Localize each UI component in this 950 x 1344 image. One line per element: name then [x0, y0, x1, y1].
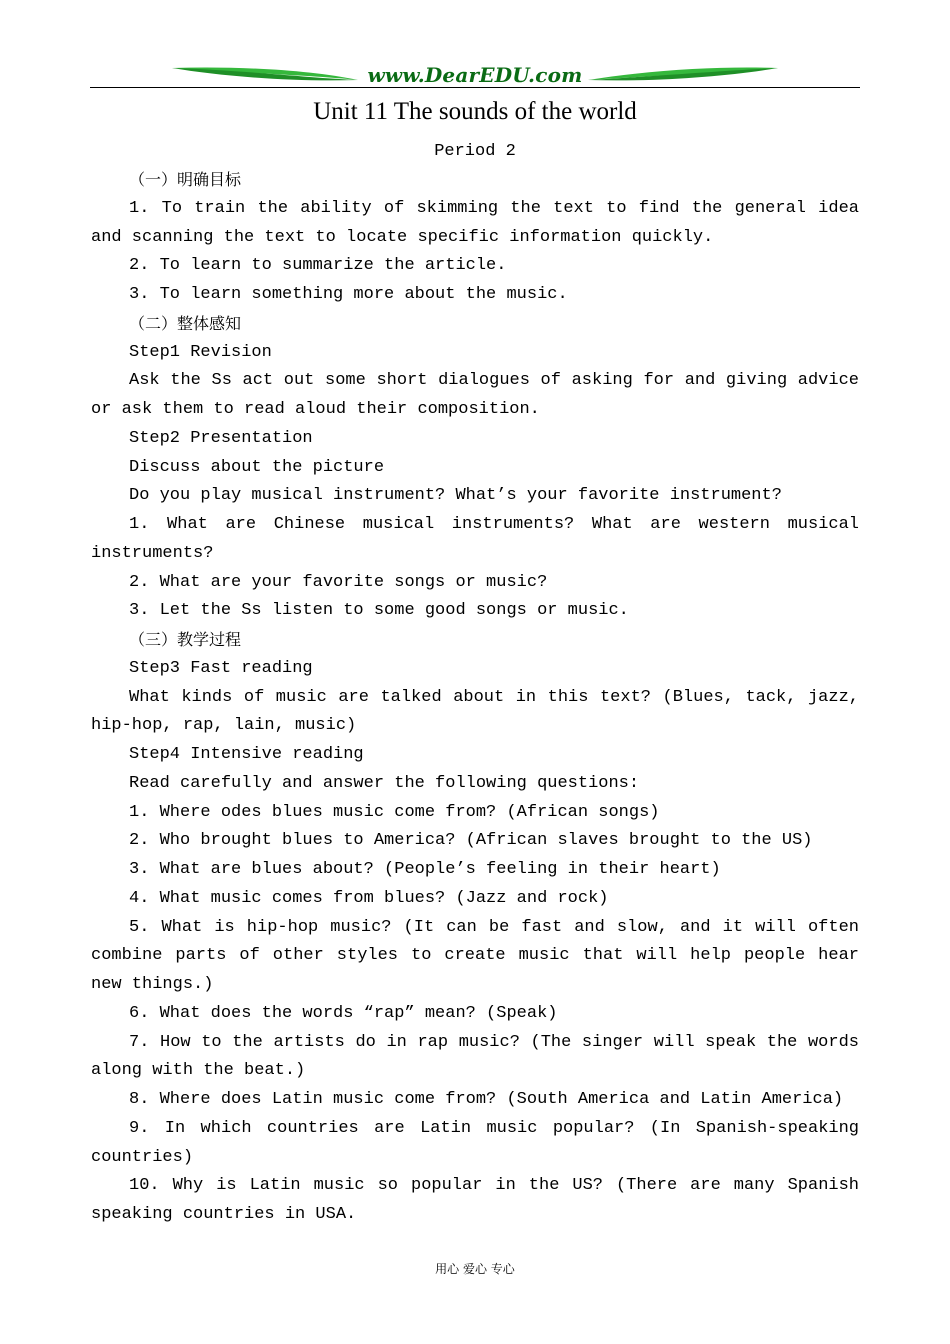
- paragraph: 5. What is hip-hop music? (It can be fast and slow, and it will often combine parts of other styles to create music that will help people hear new things.): [91, 917, 859, 994]
- paragraph: Step2 Presentation: [129, 428, 313, 448]
- paragraph: 10. Why is Latin music so popular in the US? (There are many Spanish speaking countries in USA.: [91, 1176, 859, 1224]
- section-heading: （三）教学过程: [129, 630, 242, 649]
- paragraph: Discuss about the picture: [129, 457, 385, 477]
- paragraph: 7. How to the artists do in rap music? (The singer will speak the words along with the beat.): [91, 1032, 859, 1081]
- header-rule: [90, 87, 860, 88]
- paragraph: 1. To train the ability of skimming the text to find the general idea and scanning the text to locate specific information quickly.: [91, 198, 859, 247]
- paragraph: 6. What does the words “rap” mean? (Speak): [129, 1003, 558, 1023]
- paragraph: Step3 Fast reading: [129, 658, 313, 678]
- page-footer: 用心 爱心 专心: [435, 1262, 515, 1276]
- site-logo: www.DearEDU.com: [367, 63, 583, 87]
- paragraph: Read carefully and answer the following questions:: [129, 773, 640, 793]
- page-header: [90, 62, 860, 90]
- document-body: [91, 166, 859, 1230]
- paragraph: Step1 Revision: [129, 342, 272, 362]
- paragraph: Ask the Ss act out some short dialogues of asking for and giving advice or ask them to read aloud their composition.: [91, 371, 859, 419]
- document-title: Unit 11 The sounds of the world: [313, 98, 637, 125]
- paragraph: 4. What music comes from blues? (Jazz and rock): [129, 888, 609, 908]
- paragraph: 3. To learn something more about the music.: [129, 285, 568, 304]
- document-subtitle: Period 2: [434, 142, 516, 161]
- paragraph: 2. Who brought blues to America? (African slaves brought to the US): [129, 831, 813, 851]
- paragraph: 2. What are your favorite songs or music?: [129, 572, 548, 592]
- paragraph: Do you play musical instrument? What’s your favorite instrument?: [129, 486, 782, 506]
- paragraph: 9. In which countries are Latin music popular? (In Spanish-speaking countries): [91, 1118, 859, 1167]
- section-heading: （二）整体感知: [129, 313, 242, 333]
- paragraph: What kinds of music are talked about in this text? (Blues, tack, jazz, hip-hop, rap, lain, music): [91, 687, 859, 736]
- paragraph: 1. What are Chinese musical instruments? What are western musical instruments?: [91, 515, 859, 563]
- paragraph: 3. Let the Ss listen to some good songs or music.: [129, 601, 629, 621]
- paragraph: 3. What are blues about? (People’s feeling in their heart): [129, 860, 721, 879]
- paragraph: 8. Where does Latin music come from? (South America and Latin America): [129, 1090, 844, 1109]
- section-heading: （一）明确目标: [129, 170, 242, 189]
- paragraph: 2. To learn to summarize the article.: [129, 256, 507, 276]
- paragraph: 1. Where odes blues music come from? (African songs): [129, 802, 660, 822]
- paragraph: Step4 Intensive reading: [129, 745, 364, 764]
